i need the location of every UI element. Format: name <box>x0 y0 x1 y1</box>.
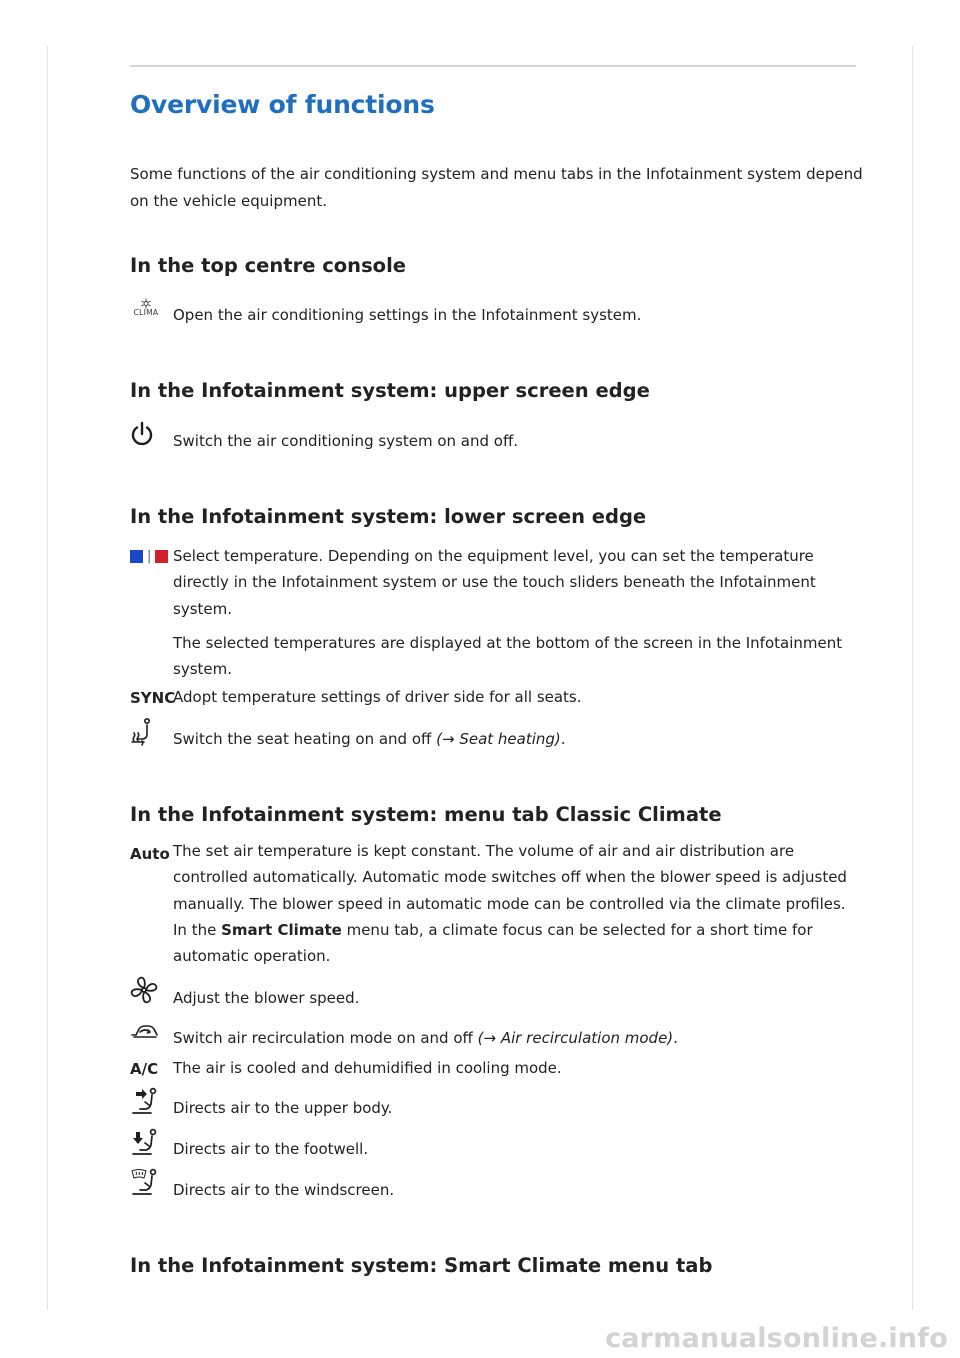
watermark: carmanualsonline.info <box>605 1323 948 1354</box>
sync-label: SYNC <box>130 689 176 707</box>
red-square-icon <box>155 550 168 563</box>
power-icon <box>130 421 154 447</box>
ac-label: A/C <box>130 1060 159 1078</box>
air-upper-body-icon <box>130 1087 158 1115</box>
left-margin-line <box>47 46 48 1310</box>
temperature-description: Select temperature. Depending on the equipment level, you can set the temperature directly in the Infotainment system or use the touch sliders beneath the Infotainment system. <box>173 547 816 618</box>
clima-label: CLIMA <box>133 308 159 317</box>
right-margin-line <box>912 46 913 1310</box>
footwell-description: Directs air to the footwell. <box>173 1140 369 1158</box>
heading-top-console: In the top centre console <box>130 254 406 277</box>
temperature-squares-icon <box>130 546 168 565</box>
heading-classic-climate: In the Infotainment system: menu tab Classic Climate <box>130 803 722 826</box>
separator: | <box>147 549 152 564</box>
power-description: Switch the air conditioning system on and off. <box>173 432 519 450</box>
seat-heating-description: Switch the seat heating on and off (→ Seat heating). <box>173 730 566 748</box>
clima-description: Open the air conditioning settings in the Infotainment system. <box>173 306 642 324</box>
recirculation-link[interactable]: (→ Air recirculation mode) <box>477 1029 674 1047</box>
blue-square-icon <box>130 550 143 563</box>
fan-description: Adjust the blower speed. <box>173 989 360 1007</box>
air-windscreen-icon <box>130 1168 158 1196</box>
fan-icon <box>130 976 158 1004</box>
heading-lower-edge: In the Infotainment system: lower screen edge <box>130 505 647 528</box>
recirculation-description: Switch air recirculation mode on and off (→ Air recirculation mode). <box>173 1029 678 1047</box>
ac-description: The air is cooled and dehumidified in cooling mode. <box>173 1059 562 1077</box>
intro-paragraph: Some functions of the air conditioning system and menu tabs in the Infotainment system depend on the vehicle equipment. <box>130 165 863 210</box>
windscreen-description: Directs air to the windscreen. <box>173 1181 395 1199</box>
temperature-note: The selected temperatures are displayed at the bottom of the screen in the Infotainment system. <box>173 634 843 679</box>
clima-button-icon <box>130 298 162 317</box>
auto-description: The set air temperature is kept constant. The volume of air and air distribution are controlled automatically. Automatic mode switches off when the blower speed is adjusted manually. The blower speed in automatic mode can be controlled via the climate profiles. In the Smart Climate menu tab, a climate focus can be selected for a short time for automatic operation. <box>173 842 847 966</box>
upper-body-description: Directs air to the upper body. <box>173 1099 393 1117</box>
seat-heating-icon <box>130 717 154 749</box>
air-recirculation-icon <box>130 1023 160 1039</box>
page-title: Overview of functions <box>130 90 435 119</box>
auto-label: Auto <box>130 845 170 863</box>
sync-description: Adopt temperature settings of driver side for all seats. <box>173 688 582 706</box>
heading-upper-edge: In the Infotainment system: upper screen edge <box>130 379 650 402</box>
top-rule <box>130 65 856 67</box>
seat-heating-link[interactable]: (→ Seat heating) <box>436 730 561 748</box>
air-footwell-icon <box>130 1128 158 1156</box>
heading-smart-climate: In the Infotainment system: Smart Climate menu tab <box>130 1254 713 1277</box>
